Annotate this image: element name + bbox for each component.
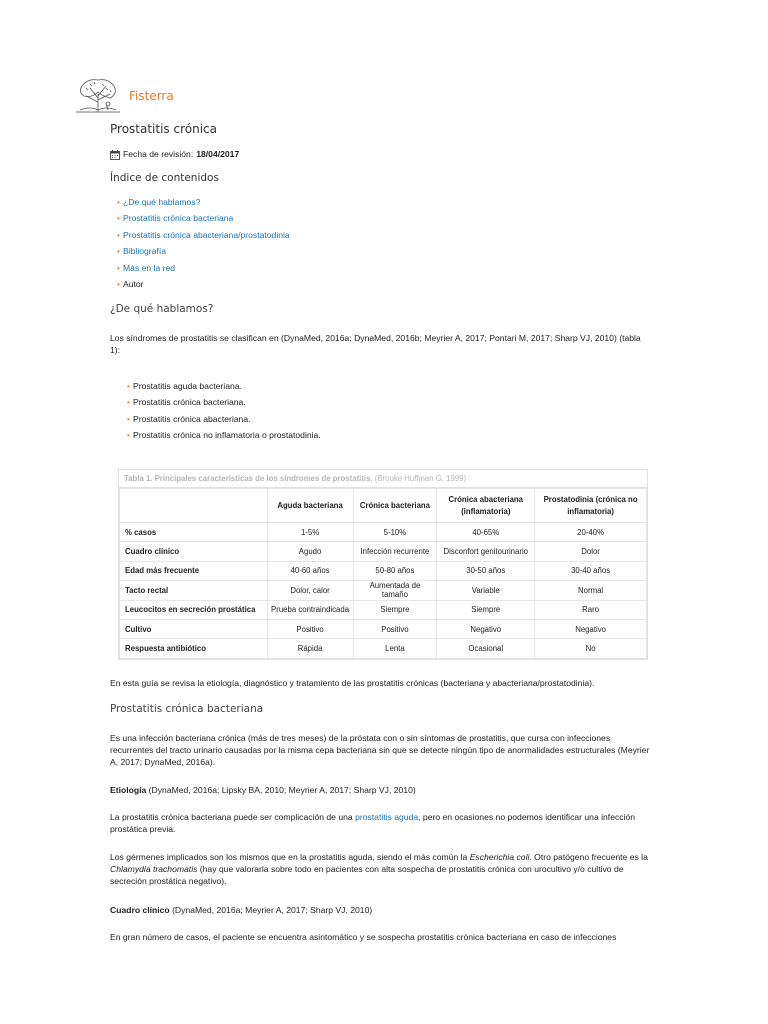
- table-header-cell: Aguda bacteriana: [267, 489, 353, 523]
- definition-paragraph: Es una infección bacteriana crónica (más de tres meses) de la próstata con o sin síntomas de prostatitis, que cursa con infecciones recurrentes del tracto urinario causadas por la misma cepa bacteriana sin que se detecte ningún tipo de anormalidades estructurales (Meyrier A, 2017; DynaMed, 2016a).: [110, 733, 650, 767]
- text-span: Los gérmenes implicados son los mismos que en la prostatitis aguda, siendo el más común la: [110, 852, 470, 862]
- table-cell: Agudo: [267, 542, 353, 561]
- table-cell: 1-5%: [267, 523, 353, 542]
- clinical-paragraph: En gran número de casos, el paciente se encuentra asintomático y se sospecha prostatitis crónica bacteriana en caso de infecciones: [110, 932, 617, 942]
- etiology-label: Etiología: [110, 785, 147, 795]
- table-caption-source: (Brooke Huffman G, 1999): [374, 474, 467, 483]
- italic-species: Escherichia coli: [469, 852, 530, 862]
- prostatitis-aguda-link[interactable]: prostatitis aguda: [355, 812, 419, 822]
- prostatitis-table: [118, 469, 648, 660]
- table-header-row: [120, 489, 647, 523]
- tree-logo-icon: [76, 76, 120, 114]
- table-cell: Prueba contraindicada: [267, 600, 353, 619]
- bullet-icon: •: [127, 382, 130, 391]
- table-row-header: Cultivo: [120, 619, 268, 638]
- table-cell: 50-80 años: [353, 561, 437, 580]
- table-row: [120, 639, 647, 658]
- table-cell: 20-40%: [535, 523, 647, 542]
- toc-link-mas-en-la-red[interactable]: Más en la red: [123, 262, 176, 273]
- table-cell: Ocasional: [437, 639, 535, 658]
- table-row: [120, 619, 647, 638]
- toc-item: [117, 278, 290, 294]
- table-cell: 30-50 años: [437, 561, 535, 580]
- table-cell: Raro: [535, 600, 647, 619]
- bullet-icon: •: [117, 198, 120, 207]
- list-item-text: Prostatitis crónica abacteriana.: [133, 413, 251, 424]
- intro-paragraph: Los síndromes de prostatitis se clasifican en (DynaMed, 2016a; DynaMed, 2016b; Meyrier A, 2017; Pontari M, 2017; Sharp VJ, 2010) (tabla 1):: [110, 333, 641, 355]
- syndrome-list: [127, 380, 321, 446]
- bullet-icon: •: [117, 230, 120, 240]
- table-header-cell: Crónica abacteriana (inflamatoria): [437, 489, 535, 523]
- list-item: [127, 380, 321, 396]
- toc-item[interactable]: [117, 229, 290, 245]
- table-cell: Variable: [437, 581, 535, 600]
- section-heading-que-hablamos: ¿De qué hablamos?: [110, 303, 214, 315]
- table-header-cell: Prostatodinia (crónica no inflamatoria): [535, 489, 647, 523]
- table-cell: 30-40 años: [535, 561, 647, 580]
- toc-link-abacteriana[interactable]: Prostatitis crónica abacteriana/prostatodinia: [123, 229, 290, 240]
- data-table: [119, 488, 647, 659]
- table-cell: Rápida: [267, 639, 353, 658]
- text-span: La prostatitis crónica bacteriana puede ser complicación de una: [110, 812, 356, 822]
- etiology-refs: (DynaMed, 2016a; Lipsky BA, 2010; Meyrier A, 2017; Sharp VJ, 2010): [146, 785, 416, 795]
- toc-item[interactable]: [117, 245, 290, 261]
- guide-paragraph: En esta guía se revisa la etiología, diagnóstico y tratamiento de las prostatitis crónicas (bacteriana y abacteriana/prostatodinia).: [110, 678, 595, 688]
- table-cell: Lenta: [353, 639, 437, 658]
- table-header-cell: Crónica bacteriana: [353, 489, 437, 523]
- index-heading: Índice de contenidos: [110, 172, 219, 184]
- toc-author: Autor: [123, 278, 144, 289]
- table-cell: Disconfort genitourinario: [437, 542, 535, 561]
- table-row-header: Edad más frecuente: [120, 561, 268, 580]
- germs-paragraph: [110, 852, 650, 887]
- list-item-text: Prostatitis crónica no inflamatoria o prostatodinia.: [133, 430, 321, 441]
- italic-species: Chlamydia trachomatis: [110, 863, 198, 874]
- table-cell: No: [535, 639, 647, 658]
- table-row-header: Cuadro clínico: [120, 542, 268, 561]
- toc-item[interactable]: [117, 262, 290, 278]
- table-cell: 40-65%: [437, 523, 535, 542]
- list-item-text: Prostatitis aguda bacteriana.: [133, 381, 242, 391]
- table-cell: 40-60 años: [267, 561, 353, 580]
- bullet-icon: •: [127, 398, 130, 408]
- publisher-logo: [76, 76, 120, 114]
- bullet-icon: •: [127, 414, 130, 424]
- clinical-refs: (DynaMed, 2016a; Meyrier A, 2017; Sharp VJ, 2010): [169, 905, 373, 915]
- revision-value: 18/04/2017: [196, 149, 240, 159]
- bullet-icon: •: [127, 431, 130, 441]
- table-cell: Negativo: [437, 619, 535, 638]
- table-caption: [119, 470, 647, 488]
- revision-date: [110, 148, 239, 160]
- table-header-cell: [120, 489, 268, 523]
- table-cell: Negativo: [535, 619, 647, 638]
- table-cell: Positivo: [353, 619, 437, 638]
- bullet-icon: •: [117, 214, 120, 224]
- bullet-icon: •: [117, 247, 120, 257]
- table-cell: Normal: [535, 581, 647, 600]
- table-row-header: % casos: [120, 523, 268, 542]
- table-row: [120, 523, 647, 542]
- table-cell: 5-10%: [353, 523, 437, 542]
- toc-link-cronica-bacteriana[interactable]: Prostatitis crónica bacteriana: [123, 213, 234, 224]
- revision-label: Fecha de revisión:: [123, 149, 194, 159]
- table-cell: Infección recurrente: [353, 542, 437, 561]
- list-item: [127, 429, 321, 445]
- toc-link-que-hablamos[interactable]: ¿De qué hablamos?: [123, 197, 201, 207]
- table-row-header: Tacto rectal: [120, 581, 268, 600]
- list-item: [127, 413, 321, 429]
- list-item-text: Prostatitis crónica bacteriana.: [133, 397, 246, 408]
- table-cell: Positivo: [267, 619, 353, 638]
- calendar-icon: [110, 150, 120, 160]
- section-heading-cronica-bacteriana: Prostatitis crónica bacteriana: [110, 703, 264, 715]
- list-item: [127, 396, 321, 412]
- text-span: (hay que valorarla sobre todo en pacientes con alta sospecha de prostatitis crónica con urocultivo y/o cultivo de secreción prostática negativo).: [110, 863, 624, 886]
- page-title: Prostatitis crónica: [110, 122, 217, 136]
- table-row-header: Respuesta antibiótico: [120, 639, 268, 658]
- toc-link-bibliografia[interactable]: Bibliografía: [123, 246, 166, 257]
- table-cell: Aumentada de tamaño: [353, 581, 437, 600]
- table-cell: Siempre: [353, 600, 437, 619]
- table-cell: Siempre: [437, 600, 535, 619]
- bullet-icon: •: [117, 263, 120, 273]
- table-row: [120, 542, 647, 561]
- table-of-contents: [117, 196, 290, 294]
- etiology-line: [110, 785, 650, 797]
- table-row-header: Leucocitos en secreción prostática: [120, 600, 268, 619]
- clinical-label: Cuadro clínico: [110, 905, 170, 915]
- table-row: [120, 581, 647, 600]
- toc-item[interactable]: [117, 196, 290, 212]
- table-cell: Dolor, calor: [267, 581, 353, 600]
- text-span: . Otro patógeno frecuente es la: [529, 852, 648, 862]
- toc-item[interactable]: [117, 212, 290, 228]
- table-caption-text: Tabla 1. Principales características de los síndromes de prostatitis.: [124, 474, 373, 483]
- table-row: [120, 600, 647, 619]
- bullet-icon: •: [117, 279, 120, 289]
- table-row: [120, 561, 647, 580]
- brand-name[interactable]: Fisterra: [129, 89, 174, 103]
- text-span: , pero en ocasiones no podemos identificar una infección prostática previa.: [110, 812, 636, 834]
- clinical-line: [110, 905, 650, 917]
- complication-paragraph: [110, 812, 650, 836]
- table-cell: Dolor: [535, 542, 647, 561]
